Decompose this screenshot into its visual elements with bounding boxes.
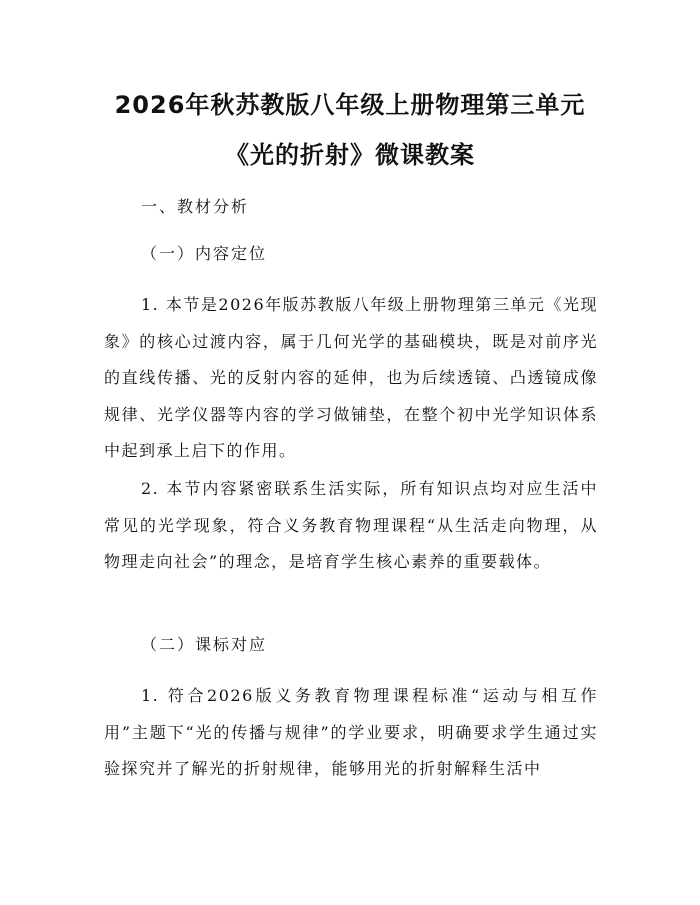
paragraph-3: 1. 符合2026版义务教育物理课程标准“运动与相互作用”主题下“光的传播与规律”的学业要求，明确要求学生通过实验探究并了解光的折射规律，能够用光的折射解释生活中 <box>104 686 598 779</box>
document-title-line2: 《光的折射》微课教案 <box>225 141 475 169</box>
paragraph-1: 1. 本节是2026年版苏教版八年级上册物理第三单元《光现象》的核心过渡内容，属于几何光学的基础模块，既是对前序光的直线传播、光的反射内容的延伸，也为后续透镜、凸透镜成像规律、光学仪器等内容的学习做铺垫，在整个初中光学知识体系中起到承上启下的作用。 <box>104 295 598 461</box>
subsection-heading-content-positioning: （一）内容定位 <box>141 244 268 263</box>
subsection-heading-curriculum-standard: （二）课标对应 <box>141 635 268 654</box>
section-heading-textbook-analysis: 一、教材分析 <box>141 197 250 216</box>
document-title-line1: 2026年秋苏教版八年级上册物理第三单元 <box>114 91 586 119</box>
paragraph-2: 2. 本节内容紧密联系生活实际，所有知识点均对应生活中常见的光学现象，符合义务教育物理课程“从生活走向物理，从物理走向社会”的理念，是培育学生核心素养的重要载体。 <box>104 479 598 572</box>
